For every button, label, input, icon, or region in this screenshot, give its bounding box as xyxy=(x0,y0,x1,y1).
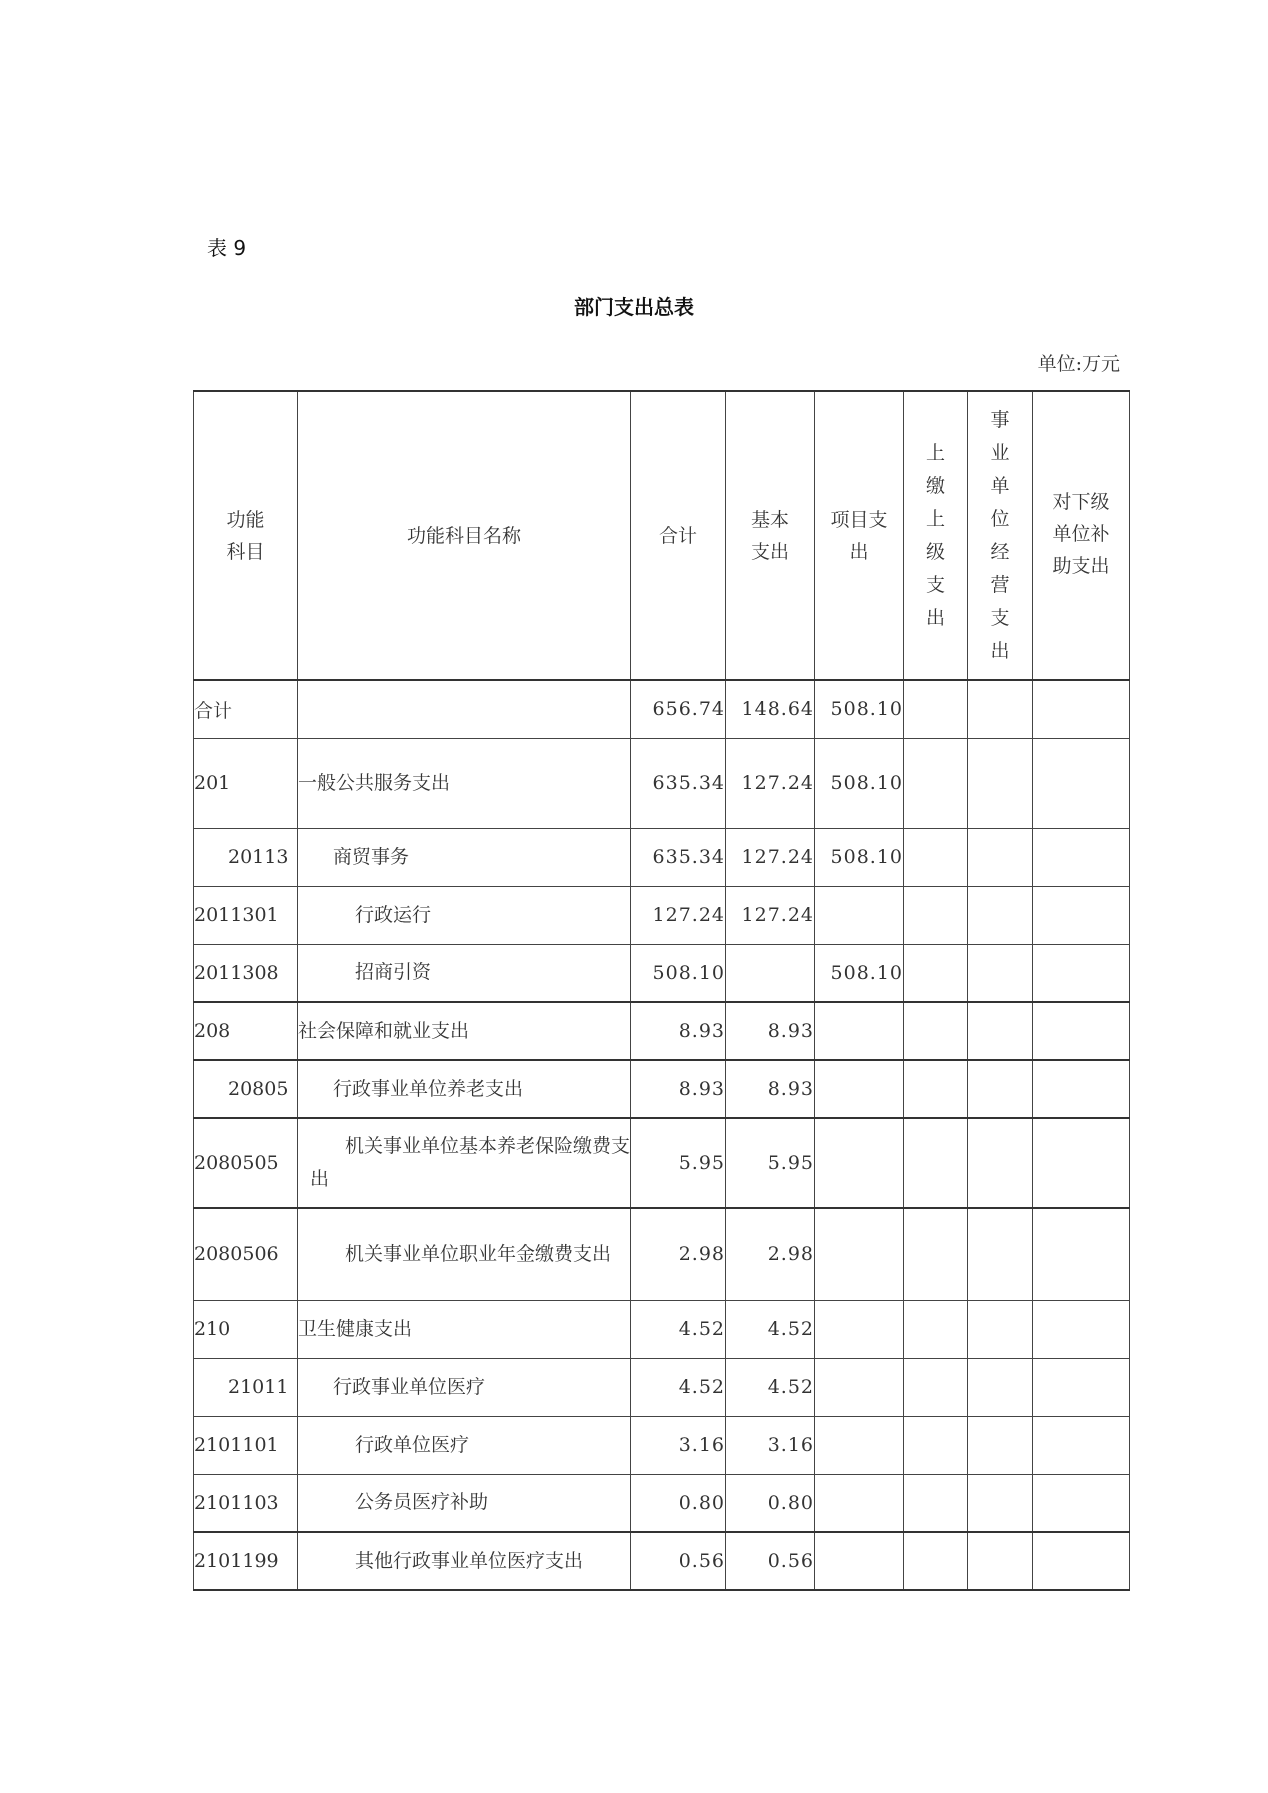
cell-subsidy xyxy=(1033,1358,1130,1416)
cell-upper xyxy=(904,886,968,944)
cell-subsidy xyxy=(1033,1002,1130,1060)
cell-project xyxy=(815,1208,904,1300)
cell-name: 行政单位医疗 xyxy=(298,1416,631,1474)
cell-code: 2101101 xyxy=(194,1416,298,1474)
cell-subsidy xyxy=(1033,886,1130,944)
cell-upper xyxy=(904,1208,968,1300)
cell-total: 2.98 xyxy=(631,1208,726,1300)
cell-project xyxy=(815,1060,904,1118)
cell-total: 635.34 xyxy=(631,738,726,828)
cell-code: 201 xyxy=(194,738,298,828)
cell-business xyxy=(968,680,1033,738)
cell-basic: 4.52 xyxy=(726,1300,815,1358)
cell-basic: 8.93 xyxy=(726,1060,815,1118)
header-subsidy: 对下级单位补助支出 xyxy=(1033,391,1130,680)
header-upper: 上缴上级支出 xyxy=(904,391,968,680)
cell-total: 4.52 xyxy=(631,1358,726,1416)
cell-subsidy xyxy=(1033,1532,1130,1590)
cell-subsidy xyxy=(1033,1474,1130,1532)
cell-upper xyxy=(904,944,968,1002)
cell-project xyxy=(815,1002,904,1060)
table-number-label: 表 9 xyxy=(207,236,247,260)
cell-subsidy xyxy=(1033,1416,1130,1474)
cell-basic: 0.80 xyxy=(726,1474,815,1532)
cell-total: 127.24 xyxy=(631,886,726,944)
cell-business xyxy=(968,1060,1033,1118)
unit-label: 单位:万元 xyxy=(1037,353,1120,375)
header-code: 功能科目 xyxy=(194,391,298,680)
expenditure-table xyxy=(193,390,1130,1591)
header-basic: 基本支出 xyxy=(726,391,815,680)
table-row xyxy=(194,828,1130,886)
cell-total: 635.34 xyxy=(631,828,726,886)
cell-project xyxy=(815,1358,904,1416)
cell-business xyxy=(968,1532,1033,1590)
cell-name: 机关事业单位职业年金缴费支出 xyxy=(298,1208,631,1300)
cell-code: 20805 xyxy=(194,1060,298,1118)
header-total: 合计 xyxy=(631,391,726,680)
cell-code: 208 xyxy=(194,1002,298,1060)
cell-project: 508.10 xyxy=(815,828,904,886)
cell-total: 3.16 xyxy=(631,1416,726,1474)
cell-name: 商贸事务 xyxy=(298,828,631,886)
cell-subsidy xyxy=(1033,1118,1130,1208)
cell-business xyxy=(968,1300,1033,1358)
header-business: 事业单位经营支出 xyxy=(968,391,1033,680)
cell-name: 卫生健康支出 xyxy=(298,1300,631,1358)
cell-business xyxy=(968,738,1033,828)
cell-basic: 127.24 xyxy=(726,886,815,944)
cell-name: 行政事业单位医疗 xyxy=(298,1358,631,1416)
table-row xyxy=(194,1002,1130,1060)
cell-upper xyxy=(904,1300,968,1358)
cell-basic xyxy=(726,944,815,1002)
table-row xyxy=(194,680,1130,738)
cell-subsidy xyxy=(1033,828,1130,886)
table-row xyxy=(194,886,1130,944)
cell-total: 8.93 xyxy=(631,1060,726,1118)
cell-business xyxy=(968,1474,1033,1532)
cell-code: 21011 xyxy=(194,1358,298,1416)
cell-code: 2080506 xyxy=(194,1208,298,1300)
cell-code: 合计 xyxy=(194,680,298,738)
cell-basic: 148.64 xyxy=(726,680,815,738)
cell-business xyxy=(968,1118,1033,1208)
cell-total: 4.52 xyxy=(631,1300,726,1358)
cell-name: 一般公共服务支出 xyxy=(298,738,631,828)
cell-subsidy xyxy=(1033,1300,1130,1358)
cell-code: 2101199 xyxy=(194,1532,298,1590)
table-row xyxy=(194,1474,1130,1532)
cell-code: 2080505 xyxy=(194,1118,298,1208)
cell-project xyxy=(815,1118,904,1208)
cell-code: 2011301 xyxy=(194,886,298,944)
cell-name: 公务员医疗补助 xyxy=(298,1474,631,1532)
page-title: 部门支出总表 xyxy=(574,295,694,319)
header-name: 功能科目名称 xyxy=(298,391,631,680)
cell-code: 20113 xyxy=(194,828,298,886)
table-row xyxy=(194,1416,1130,1474)
table-row xyxy=(194,1118,1130,1208)
cell-code: 210 xyxy=(194,1300,298,1358)
cell-upper xyxy=(904,828,968,886)
cell-name: 招商引资 xyxy=(298,944,631,1002)
cell-upper xyxy=(904,1532,968,1590)
cell-business xyxy=(968,828,1033,886)
cell-total: 0.56 xyxy=(631,1532,726,1590)
cell-upper xyxy=(904,1474,968,1532)
cell-subsidy xyxy=(1033,1060,1130,1118)
cell-upper xyxy=(904,738,968,828)
cell-basic: 0.56 xyxy=(726,1532,815,1590)
cell-basic: 2.98 xyxy=(726,1208,815,1300)
cell-subsidy xyxy=(1033,1208,1130,1300)
cell-total: 0.80 xyxy=(631,1474,726,1532)
cell-basic: 5.95 xyxy=(726,1118,815,1208)
cell-business xyxy=(968,1002,1033,1060)
cell-project xyxy=(815,1474,904,1532)
cell-name: 机关事业单位基本养老保险缴费支出 xyxy=(298,1118,631,1208)
cell-basic: 127.24 xyxy=(726,828,815,886)
cell-total: 656.74 xyxy=(631,680,726,738)
cell-upper xyxy=(904,680,968,738)
cell-business xyxy=(968,1358,1033,1416)
cell-subsidy xyxy=(1033,680,1130,738)
cell-total: 8.93 xyxy=(631,1002,726,1060)
cell-project: 508.10 xyxy=(815,944,904,1002)
cell-basic: 8.93 xyxy=(726,1002,815,1060)
cell-subsidy xyxy=(1033,738,1130,828)
table-row xyxy=(194,738,1130,828)
table-row xyxy=(194,1060,1130,1118)
table-row xyxy=(194,1208,1130,1300)
cell-upper xyxy=(904,1118,968,1208)
cell-basic: 3.16 xyxy=(726,1416,815,1474)
cell-project: 508.10 xyxy=(815,680,904,738)
cell-name: 社会保障和就业支出 xyxy=(298,1002,631,1060)
cell-subsidy xyxy=(1033,944,1130,1002)
cell-business xyxy=(968,1208,1033,1300)
table-row xyxy=(194,1358,1130,1416)
cell-upper xyxy=(904,1416,968,1474)
cell-business xyxy=(968,944,1033,1002)
cell-name: 行政运行 xyxy=(298,886,631,944)
cell-name: 行政事业单位养老支出 xyxy=(298,1060,631,1118)
cell-business xyxy=(968,1416,1033,1474)
cell-upper xyxy=(904,1060,968,1118)
cell-code: 2101103 xyxy=(194,1474,298,1532)
cell-basic: 4.52 xyxy=(726,1358,815,1416)
cell-business xyxy=(968,886,1033,944)
header-project: 项目支出 xyxy=(815,391,904,680)
table-row xyxy=(194,944,1130,1002)
cell-project xyxy=(815,886,904,944)
cell-name xyxy=(298,680,631,738)
cell-basic: 127.24 xyxy=(726,738,815,828)
cell-upper xyxy=(904,1002,968,1060)
table-row xyxy=(194,1300,1130,1358)
cell-name: 其他行政事业单位医疗支出 xyxy=(298,1532,631,1590)
table-header-row xyxy=(194,391,1130,680)
cell-project xyxy=(815,1416,904,1474)
cell-total: 508.10 xyxy=(631,944,726,1002)
table-row xyxy=(194,1532,1130,1590)
cell-total: 5.95 xyxy=(631,1118,726,1208)
cell-project xyxy=(815,1300,904,1358)
cell-project xyxy=(815,1532,904,1590)
cell-upper xyxy=(904,1358,968,1416)
cell-project: 508.10 xyxy=(815,738,904,828)
cell-code: 2011308 xyxy=(194,944,298,1002)
